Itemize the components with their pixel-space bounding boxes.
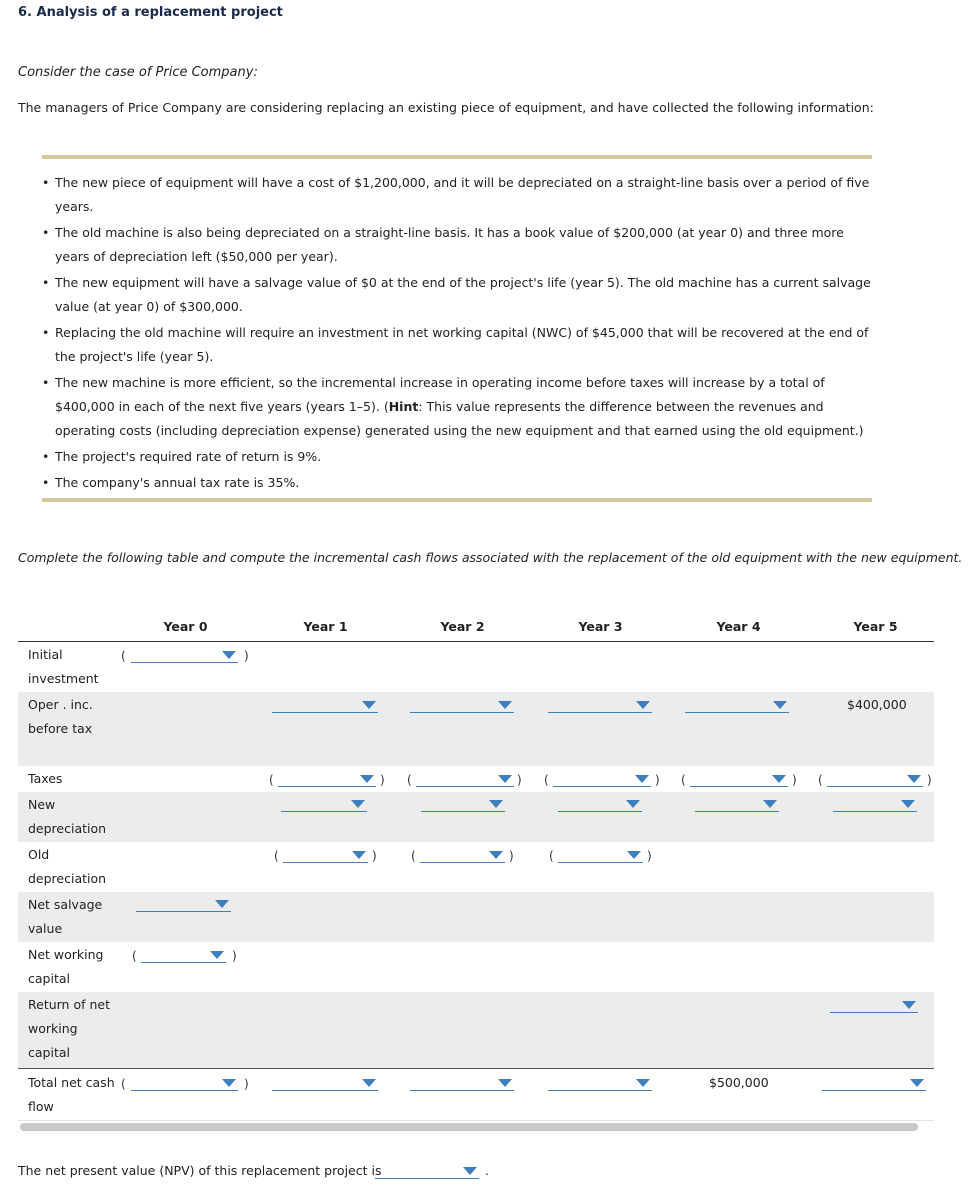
- new-depreciation-year2-dropdown[interactable]: [421, 797, 505, 812]
- instruction-text: Complete the following table and compute the incremental cash flows associated with the replacement of the old equipment with the new equipment.: [18, 550, 963, 565]
- operating-income-year1-dropdown[interactable]: [272, 698, 378, 713]
- dropdown-arrow-icon: [910, 1079, 924, 1087]
- paren-close: ): [244, 1077, 249, 1091]
- total-cash-flow-year2-dropdown[interactable]: [410, 1076, 514, 1091]
- dropdown-arrow-icon: [636, 701, 650, 709]
- row-new-depreciation: [18, 792, 934, 842]
- hint-label: Hint: [388, 399, 419, 414]
- info-box: [42, 155, 872, 502]
- header-year-2: Year 2: [440, 619, 485, 634]
- paren-open: (: [121, 1077, 126, 1091]
- dropdown-arrow-icon: [360, 775, 374, 783]
- info-bullet: • The project's required rate of return is 9%.: [42, 445, 872, 469]
- dropdown-arrow-icon: [498, 1079, 512, 1087]
- paren-close: ): [244, 649, 249, 663]
- dropdown-arrow-icon: [489, 800, 503, 808]
- bullet-text: : This value represents the difference between the revenues and operating costs (including depreciation expense) generated using the new equipment and that earned using the old equipment.): [55, 399, 864, 438]
- header-year-1: Year 1: [303, 619, 348, 634]
- intro-text: Consider the case of Price Company:: [18, 65, 258, 80]
- new-depreciation-year5-dropdown[interactable]: [833, 797, 917, 812]
- paren-close: ): [927, 773, 932, 787]
- info-bullet: • The new equipment will have a salvage value of $0 at the end of the project's life (year 5). The old machine has a current salvage value (at year 0) of $300,000.: [42, 271, 872, 319]
- cash-flow-table: [18, 619, 934, 1134]
- paren-close: ): [647, 849, 652, 863]
- paren-open: (: [681, 773, 686, 787]
- dropdown-arrow-icon: [635, 775, 649, 783]
- paren-open: (: [544, 773, 549, 787]
- row-label: Net salvage value: [28, 897, 103, 936]
- dropdown-arrow-icon: [901, 800, 915, 808]
- total-cash-flow-year3-dropdown[interactable]: [548, 1076, 652, 1091]
- row-label: Old depreciation: [28, 847, 107, 886]
- row-label: Taxes: [28, 771, 63, 786]
- total-cash-flow-year4-value: $500,000: [709, 1075, 769, 1090]
- paren-close: ): [509, 849, 514, 863]
- dropdown-arrow-icon: [489, 851, 503, 859]
- dropdown-arrow-icon: [498, 775, 512, 783]
- return-nwc-year5-dropdown[interactable]: [830, 998, 918, 1013]
- row-label: Initial investment: [28, 647, 99, 686]
- paren-open: (: [411, 849, 416, 863]
- row-label: Net working capital: [28, 947, 104, 986]
- new-depreciation-year1-dropdown[interactable]: [281, 797, 367, 812]
- taxes-year5-dropdown[interactable]: [827, 772, 923, 787]
- total-divider: [18, 1068, 934, 1069]
- page-title: 6. Analysis of a replacement project: [18, 5, 283, 20]
- operating-income-year5-value: $400,000: [847, 697, 907, 712]
- dropdown-arrow-icon: [626, 800, 640, 808]
- dropdown-arrow-icon: [362, 1079, 376, 1087]
- paren-open: (: [121, 649, 126, 663]
- npv-question: The net present value (NPV) of this replacement project is: [18, 1163, 382, 1178]
- row-label: Total net cash flow: [28, 1075, 115, 1114]
- dropdown-arrow-icon: [627, 851, 641, 859]
- row-label: New depreciation: [28, 797, 107, 836]
- old-depreciation-year1-dropdown[interactable]: [283, 848, 368, 863]
- bullet-text: The new machine is more efficient, so the incremental increase in operating income before taxes will increase by a total of $400,000 in each of the next five years (years 1–5). (: [55, 375, 825, 414]
- paren-close: ): [380, 773, 385, 787]
- paren-close: ): [232, 949, 237, 963]
- row-total-cash-flow: [18, 1070, 934, 1120]
- taxes-year2-dropdown[interactable]: [416, 772, 514, 787]
- header-year-4: Year 4: [716, 619, 761, 634]
- row-net-salvage: [18, 892, 934, 942]
- dropdown-arrow-icon: [773, 701, 787, 709]
- row-operating-income: [18, 692, 934, 766]
- paren-close: ): [792, 773, 797, 787]
- row-initial-investment: [18, 642, 934, 692]
- info-bullet: • Replacing the old machine will require an investment in net working capital (NWC) of $45,000 that will be recovered at the end of the project's life (year 5).: [42, 321, 872, 369]
- paren-close: ): [655, 773, 660, 787]
- npv-dropdown[interactable]: [375, 1164, 479, 1179]
- row-net-working-capital: [18, 942, 934, 992]
- new-depreciation-year4-dropdown[interactable]: [695, 797, 779, 812]
- taxes-year3-dropdown[interactable]: [553, 772, 651, 787]
- row-label: Oper . inc. before tax: [28, 697, 93, 736]
- old-depreciation-year2-dropdown[interactable]: [420, 848, 505, 863]
- paren-open: (: [269, 773, 274, 787]
- dropdown-arrow-icon: [352, 851, 366, 859]
- dropdown-arrow-icon: [763, 800, 777, 808]
- header-year-3: Year 3: [578, 619, 623, 634]
- paren-open: (: [132, 949, 137, 963]
- paren-open: (: [818, 773, 823, 787]
- row-return-nwc: [18, 992, 934, 1068]
- paren-open: (: [274, 849, 279, 863]
- dropdown-arrow-icon: [772, 775, 786, 783]
- paren-close: ): [372, 849, 377, 863]
- paren-open: (: [549, 849, 554, 863]
- info-list: [42, 171, 872, 495]
- header-year-0: Year 0: [163, 619, 208, 634]
- dropdown-arrow-icon: [362, 701, 376, 709]
- row-old-depreciation: [18, 842, 934, 892]
- net-working-capital-year0-dropdown[interactable]: [141, 948, 226, 963]
- net-salvage-year0-dropdown[interactable]: [136, 897, 231, 912]
- dropdown-arrow-icon: [210, 951, 224, 959]
- dropdown-arrow-icon: [463, 1167, 477, 1175]
- paren-close: ): [517, 773, 522, 787]
- header-year-5: Year 5: [853, 619, 898, 634]
- paren-open: (: [407, 773, 412, 787]
- operating-income-year4-dropdown[interactable]: [685, 698, 789, 713]
- operating-income-year3-dropdown[interactable]: [548, 698, 652, 713]
- total-cash-flow-year5-dropdown[interactable]: [822, 1076, 926, 1091]
- total-cash-flow-year1-dropdown[interactable]: [272, 1076, 378, 1091]
- npv-period: .: [485, 1163, 489, 1178]
- dropdown-arrow-icon: [902, 1001, 916, 1009]
- dropdown-arrow-icon: [907, 775, 921, 783]
- taxes-year1-dropdown[interactable]: [278, 772, 376, 787]
- new-depreciation-year3-dropdown[interactable]: [558, 797, 642, 812]
- dropdown-arrow-icon: [215, 900, 229, 908]
- operating-income-year2-dropdown[interactable]: [410, 698, 514, 713]
- initial-investment-year0-dropdown[interactable]: [131, 648, 238, 663]
- dropdown-arrow-icon: [222, 1079, 236, 1087]
- dropdown-arrow-icon: [351, 800, 365, 808]
- description-text: The managers of Price Company are considering replacing an existing piece of equipment, and have collected the following information:: [18, 100, 874, 115]
- dropdown-arrow-icon: [498, 701, 512, 709]
- row-taxes: [18, 766, 934, 792]
- taxes-year4-dropdown[interactable]: [690, 772, 788, 787]
- dropdown-arrow-icon: [222, 651, 236, 659]
- dropdown-arrow-icon: [636, 1079, 650, 1087]
- old-depreciation-year3-dropdown[interactable]: [558, 848, 643, 863]
- row-label: Return of net working capital: [28, 997, 110, 1060]
- info-bullet: • The old machine is also being depreciated on a straight-line basis. It has a book value of $200,000 (at year 0) and three more years of depreciation left ($50,000 per year).: [42, 221, 872, 269]
- info-bullet: • The company's annual tax rate is 35%.: [42, 471, 872, 495]
- horizontal-scrollbar[interactable]: [20, 1123, 918, 1131]
- info-bullet: [42, 371, 872, 443]
- info-bullet: • The new piece of equipment will have a cost of $1,200,000, and it will be depreciated on a straight-line basis over a period of five years.: [42, 171, 872, 219]
- total-cash-flow-year0-dropdown[interactable]: [131, 1076, 238, 1091]
